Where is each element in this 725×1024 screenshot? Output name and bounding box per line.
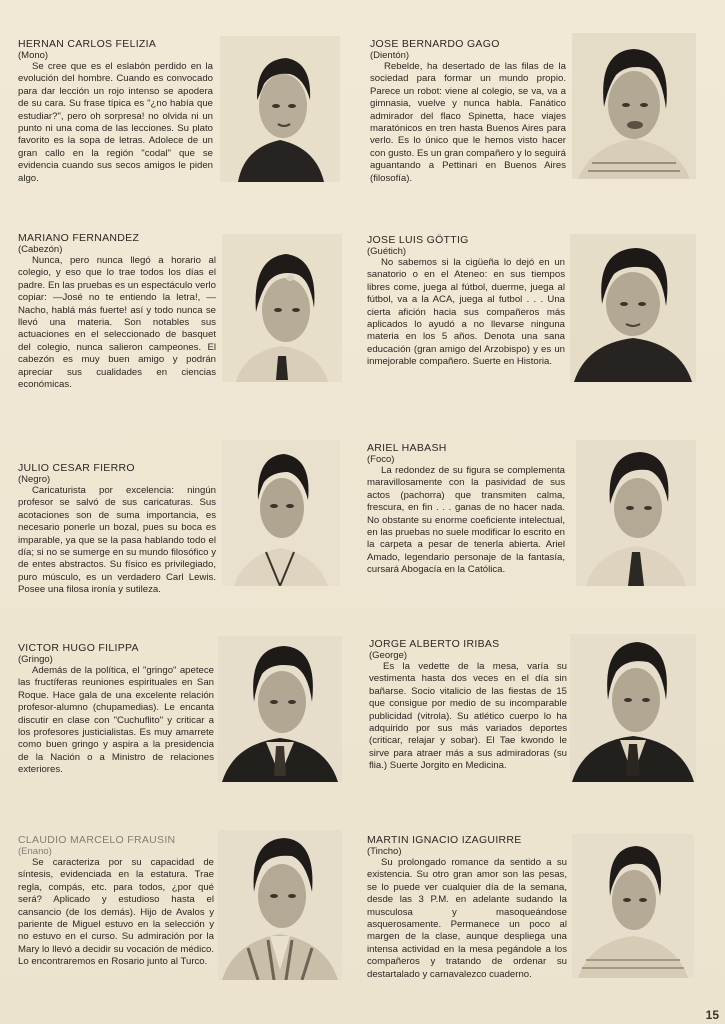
student-photo-habash bbox=[576, 440, 696, 586]
entry-fernandez-text bbox=[18, 232, 216, 391]
student-bio: Su prolongado romance da sentido a su existencia. Su otro gran amor son las pesas, se lo puede ver cualquier día de la semana, desde las 3 P.M. en adelante sudando la musculosa y masoqueándose asquerosamente. Permanece un poco al margen de la clase, aunque despliega una intensa actividad en la mesa pegándole a los compañeros y tratando de ordenar su destartalado y carnavalezco cuaderno. bbox=[367, 857, 567, 980]
entry-iribas-text bbox=[369, 638, 567, 773]
student-photo-frausin bbox=[218, 830, 342, 980]
entry-felizia-text bbox=[18, 38, 213, 185]
student-photo-filippa bbox=[218, 636, 342, 782]
entry-gago-text bbox=[370, 38, 566, 185]
student-nickname: (Negro) bbox=[18, 474, 51, 485]
entry-habash-text bbox=[367, 442, 565, 577]
student-nickname: (Mono) bbox=[18, 50, 49, 61]
student-bio: Se caracteriza por su capacidad de síntesis, evidenciada en la estatura. Trae regla, compás, etc. para todos, ¿por qué será? Aplicado y estudioso hasta el cansancio (de los demás). Hijo de Avalos y pariente de Miguel estuvo en la selección y no estuvo en el curso. Su admiración por la Mary lo llevó a decidir su vocación de médico. Lo encontraremos en Rosario junto al Turco. bbox=[18, 857, 214, 968]
student-photo-gottig bbox=[570, 234, 696, 382]
student-nickname: (Cabezón) bbox=[18, 244, 63, 255]
page-number: 15 bbox=[705, 1008, 719, 1022]
student-bio: Caricaturista por excelencia: ningún profesor se salvó de sus caricaturas. Sus acotaciones son de suma importancia, es necesario ponerle un bozal, pues su boca es imparable, ya que se la pasa hablando todo el día; si no se sumerge en su mundo filosófico y de entes abstractos. Su físico es privilegiado, puro músculo, es un verdadero Carl Lewis. Posee una filosa ironía y sutileza. bbox=[18, 485, 216, 596]
student-photo-gago bbox=[572, 33, 696, 179]
student-name: CLAUDIO MARCELO FRAUSIN bbox=[18, 834, 176, 846]
student-bio: Además de la política, el "gringo" apetece las fructíferas reuniones espirituales en San Roque. Hace gala de una excelente relación profesor-alumno (chupamedias). Le encanta discutir en clase con "Cuchuflito" y criticar a los profesores justicialistas. Es muy amarrete como buen gringo y aspira a la presidencia de la Nación o a Ministro de relaciones exteriores. bbox=[18, 665, 214, 776]
student-bio: Se cree que es el eslabón perdido en la evolución del hombre. Cuando es convocado para dar lección un rojo intenso se apodera de su cara. Su frase típica es "¿no había que estudiar?", pero oh sorpresa! no olvida ni un punto ni una coma de las lecciones. Su plato favorito es la sopa de letras. Adolece de un gran callo en la región "codal" que se evidencia cuando sus secos amigos le piden algo. bbox=[18, 61, 213, 184]
entry-izaguirre-text bbox=[367, 834, 567, 981]
entry-frausin-text bbox=[18, 834, 214, 969]
student-name: MARTIN IGNACIO IZAGUIRRE bbox=[367, 834, 522, 846]
student-name: VICTOR HUGO FILIPPA bbox=[18, 642, 139, 654]
student-name: JULIO CESAR FIERRO bbox=[18, 462, 135, 474]
student-bio: Es la vedette de la mesa, varía su vestimenta hasta dos veces en el día sin bañarse. Socio vitalicio de las fiestas de 15 que consigue por medio de su incomparable publicidad (vitrola). Su atlético cuerpo lo ha adquirido por sus más variados deportes (criticar, relajar y sobar). El Tae kwondo le sirve para atraer más a sus admiradoras (su flia.) Suerte Jorgito en Medicina. bbox=[369, 661, 567, 772]
student-name: MARIANO FERNANDEZ bbox=[18, 232, 140, 244]
entry-gottig-text bbox=[367, 234, 565, 369]
entry-fierro-text bbox=[18, 462, 216, 597]
student-photo-izaguirre bbox=[572, 834, 694, 978]
student-nickname: (Enano) bbox=[18, 846, 52, 857]
student-nickname: (George) bbox=[369, 650, 408, 661]
student-photo-felizia bbox=[220, 36, 340, 182]
student-photo-fernandez bbox=[222, 234, 342, 382]
student-name: JORGE ALBERTO IRIBAS bbox=[369, 638, 500, 650]
student-photo-iribas bbox=[570, 634, 696, 782]
student-nickname: (Tincho) bbox=[367, 846, 402, 857]
student-bio: Nunca, pero nunca llegó a horario al colegio, y eso que lo trae todos los días el padre. En las pruebas es un espectáculo verlo copiar: —José no te entiendo la letra!, —Nacho, hablá más fuerte! así y todo nunca se llevó una materia. Son notables sus actuaciones en el seleccionado de basquet del colegio, nunca salieron campeones. El cabezón es muy buen amigo y podrán apreciar sus cualidades en ciencias económicas. bbox=[18, 255, 216, 391]
student-nickname: (Gringo) bbox=[18, 654, 53, 665]
student-name: JOSE BERNARDO GAGO bbox=[370, 38, 500, 50]
student-photo-fierro bbox=[222, 440, 340, 586]
student-nickname: (Guétich) bbox=[367, 246, 407, 257]
student-name: HERNAN CARLOS FELIZIA bbox=[18, 38, 157, 50]
student-bio: La redondez de su figura se complementa maravillosamente con la pasividad de sus actos (pachorra) que transmiten calma, frescura, en fin . . . ganas de no hacer nada. No obstante su enorme coeficiente intelectual, en las pruebas no suele modificar lo escrito en la carpeta a pesar de tenerla abierta. Ariel Amado, legendario personaje de la fantasía, cursará Abogacía en la Católica. bbox=[367, 465, 565, 576]
student-nickname: (Dientón) bbox=[370, 50, 410, 61]
entry-filippa-text bbox=[18, 642, 214, 777]
student-name: JOSE LUIS GÖTTIG bbox=[367, 234, 469, 246]
student-bio: No sabemos si la cigüeña lo dejó en un sanatorio o en el Ateneo: en sus tiempos libres come, juega al fútbol, duerme, juega al fútbol, va a la ACA, juega al futbol . . . Una cierta afición hacia sus compañeros más aplicados lo ayudó a no llevarse ninguna materia en los 5 años. Denota una sana educación (gran amigo del Arzobispo) y es un inmejorable compañero. Suerte en Historia. bbox=[367, 257, 565, 368]
student-bio: Rebelde, ha desertado de las filas de la sociedad para formar un mundo propio. Parece un robot: viene al colegio, se va, va a gimnasia, vuelve y nunca habla. Fanático admirador del flaco Spinetta, hace viajes maratónicos en tren hasta Buenos Aires para verlo. Es lo único que le hemos visto hacer con gusto. Es un gran compañero y lo seguirá aguantando a Pettinari en Buenos Aires (filosofía). bbox=[370, 61, 566, 184]
student-name: ARIEL HABASH bbox=[367, 442, 447, 454]
student-nickname: (Foco) bbox=[367, 454, 395, 465]
